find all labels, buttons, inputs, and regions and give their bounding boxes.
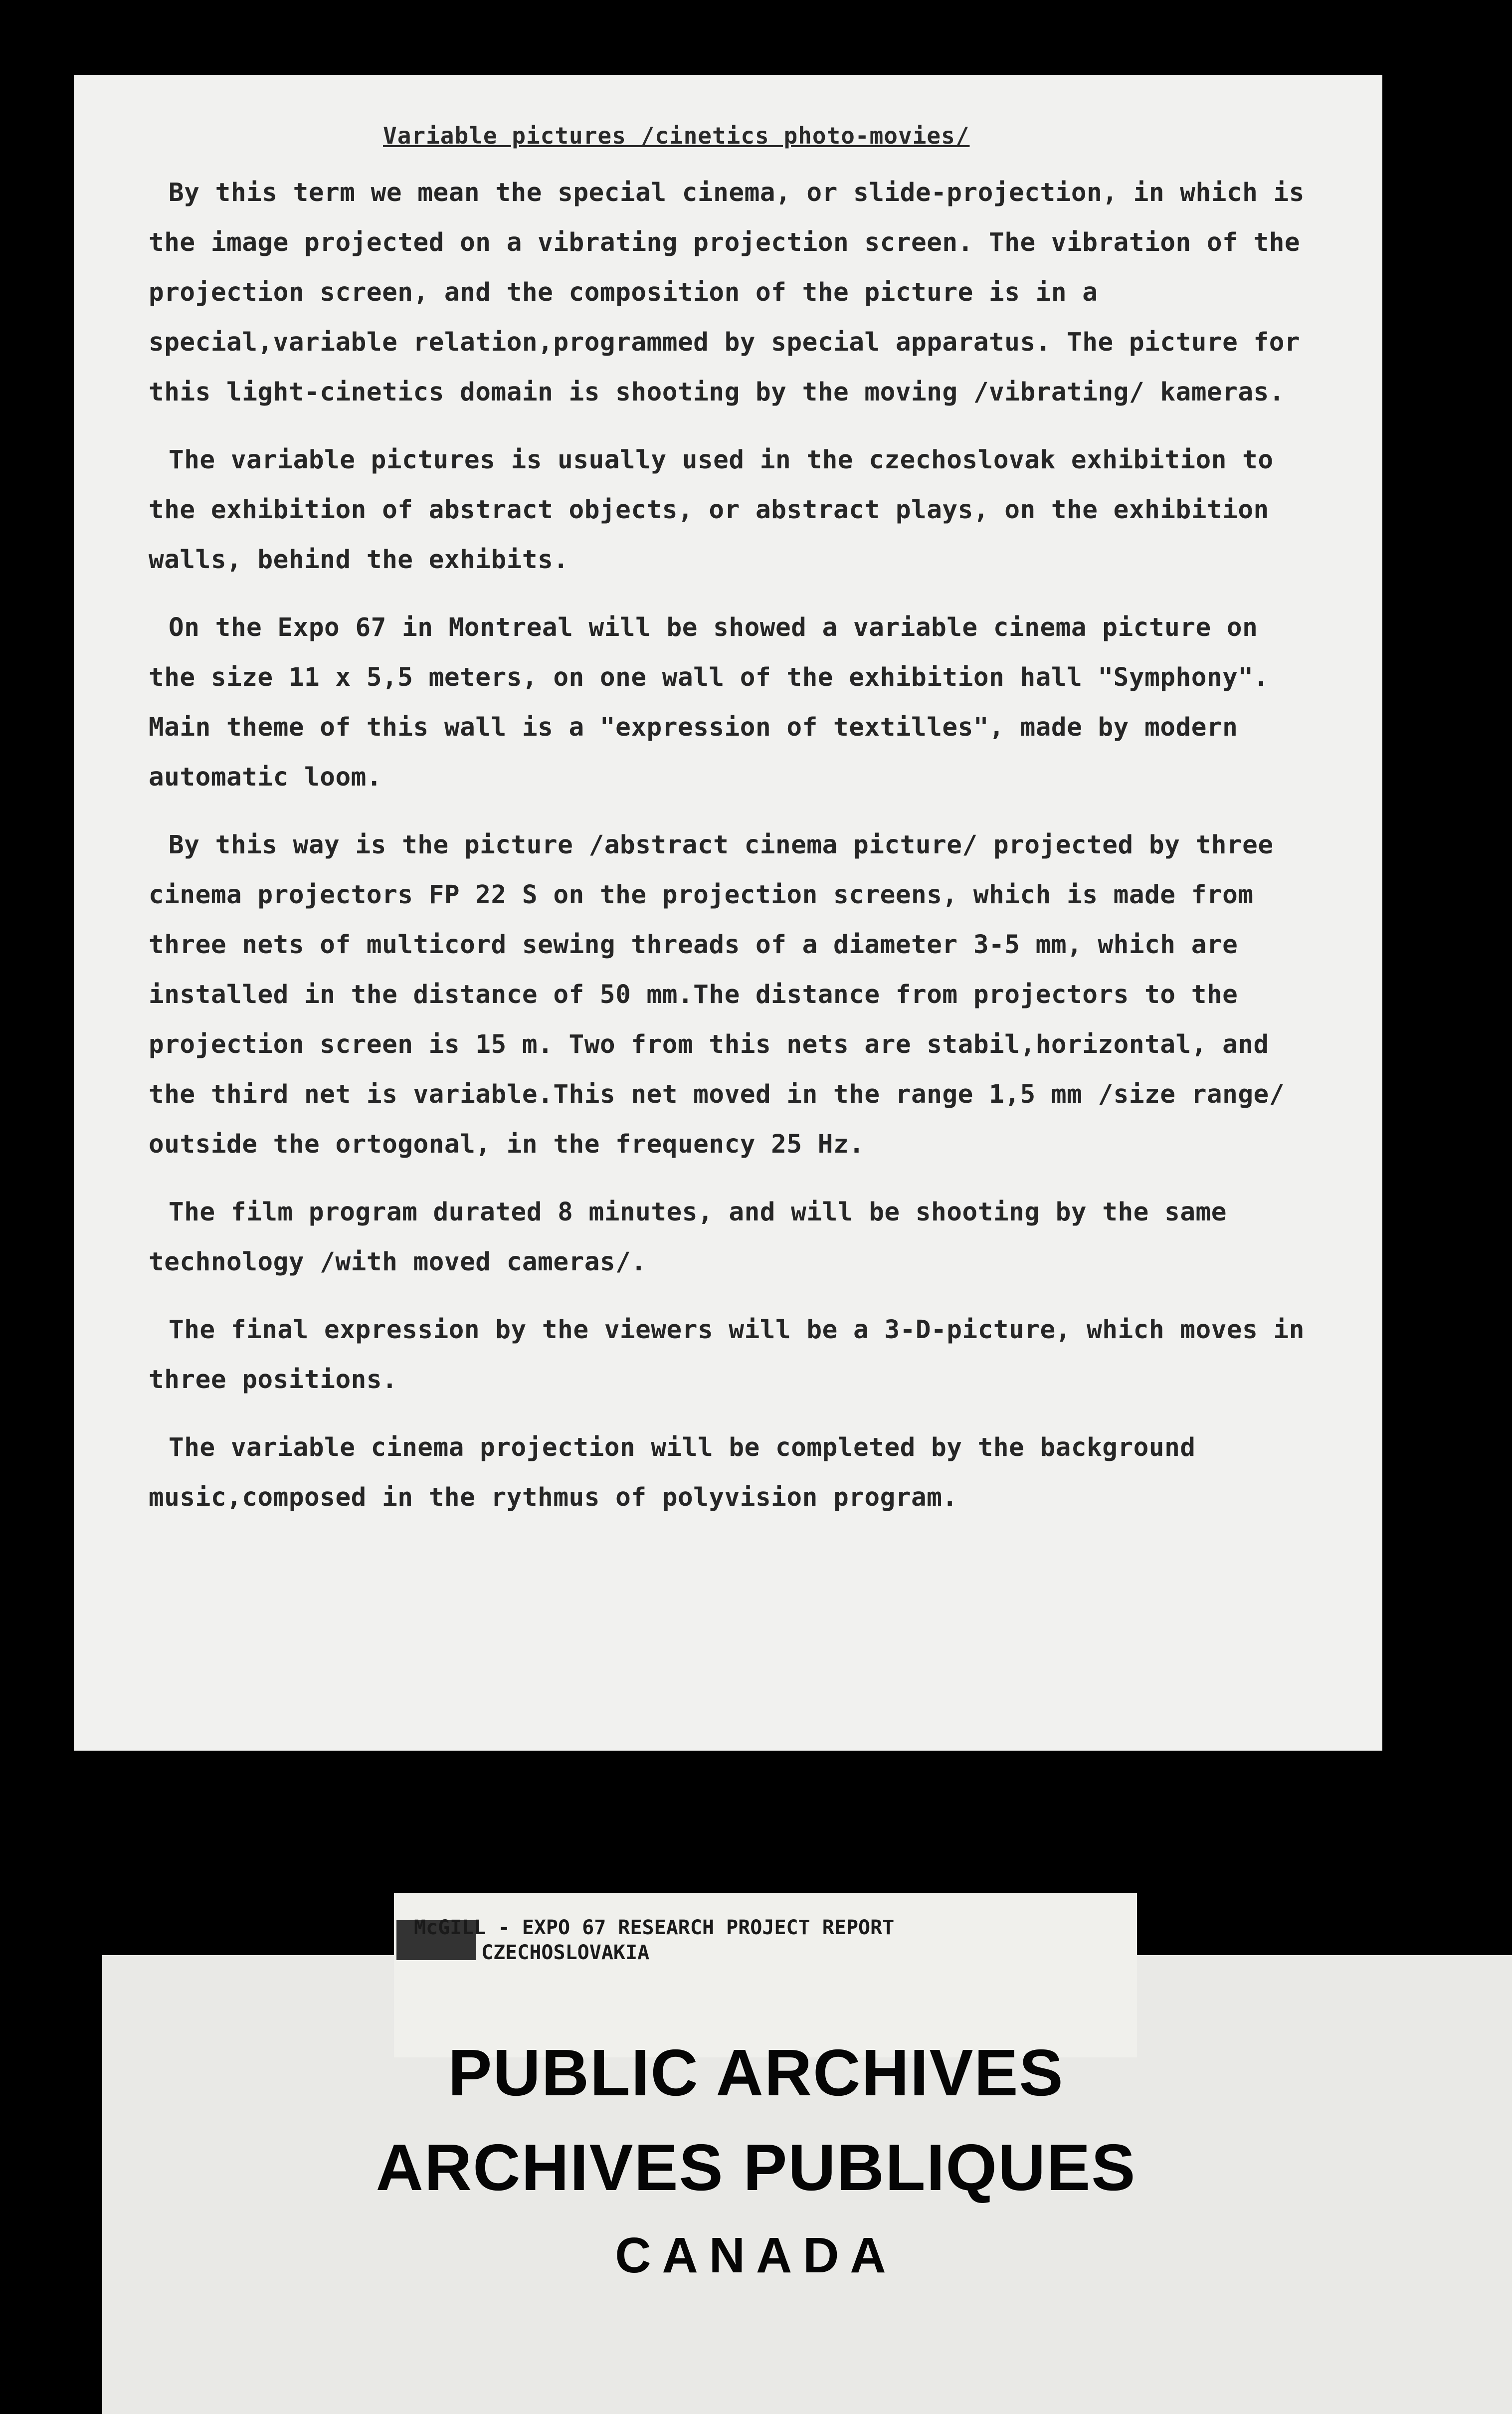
paragraph: On the Expo 67 in Montreal will be showed a variable cinema picture on the size 11 x 5,5 meters, on one wall of the exhibition hall "Symphony". Main theme of this wall is a "expression of textilles", made by modern automatic loom. (149, 613, 1269, 792)
report-title: McGILL - EXPO 67 RESEARCH PROJECT REPORT (414, 1916, 895, 1939)
report-country: CZECHOSLOVAKIA (481, 1941, 650, 1964)
archive-name-english: PUBLIC ARCHIVES (448, 2036, 1064, 2109)
paragraph: The variable pictures is usually used in the czechoslovak exhibition to the exhibition of abstract objects, or abstract plays, on the exhibition walls, behind the exhibits. (149, 445, 1274, 575)
archive-name-french: ARCHIVES PUBLIQUES (376, 2131, 1136, 2204)
archive-country: CANADA (615, 2227, 897, 2283)
paragraph: The variable cinema projection will be completed by the background music,composed in the rythmus of polyvision program. (149, 1433, 1196, 1512)
paragraph: By this term we mean the special cinema, or slide-projection, in which is the image projected on a vibrating projection screen. The vibration of the projection screen, and the composition of the picture is in a special,variable relation,programmed by special apparatus. The picture for this light-cinetics domain is shooting by the moving /vibrating/ kameras. (149, 178, 1305, 407)
paragraph: The film program durated 8 minutes, and will be shooting by the same technology /with moved cameras/. (149, 1198, 1227, 1277)
document-title: Variable pictures /cinetics photo-movies/ (383, 122, 970, 149)
paragraph: By this way is the picture /abstract cinema picture/ projected by three cinema projectors FP 22 S on the projection screens, which is made from three nets of multicord sewing threads of a diameter 3-5 mm, which are installed in the distance of 50 mm.The distance from projectors to the projection screen is 15 m. Two from this nets are stabil,horizontal, and the third net is variable.This net moved in the range 1,5 mm /size range/ outside the ortogonal, in the frequency 25 Hz. (149, 830, 1285, 1159)
paragraph: The final expression by the viewers will be a 3-D-picture, which moves in three positions. (149, 1315, 1305, 1395)
document-page (74, 75, 1382, 1751)
